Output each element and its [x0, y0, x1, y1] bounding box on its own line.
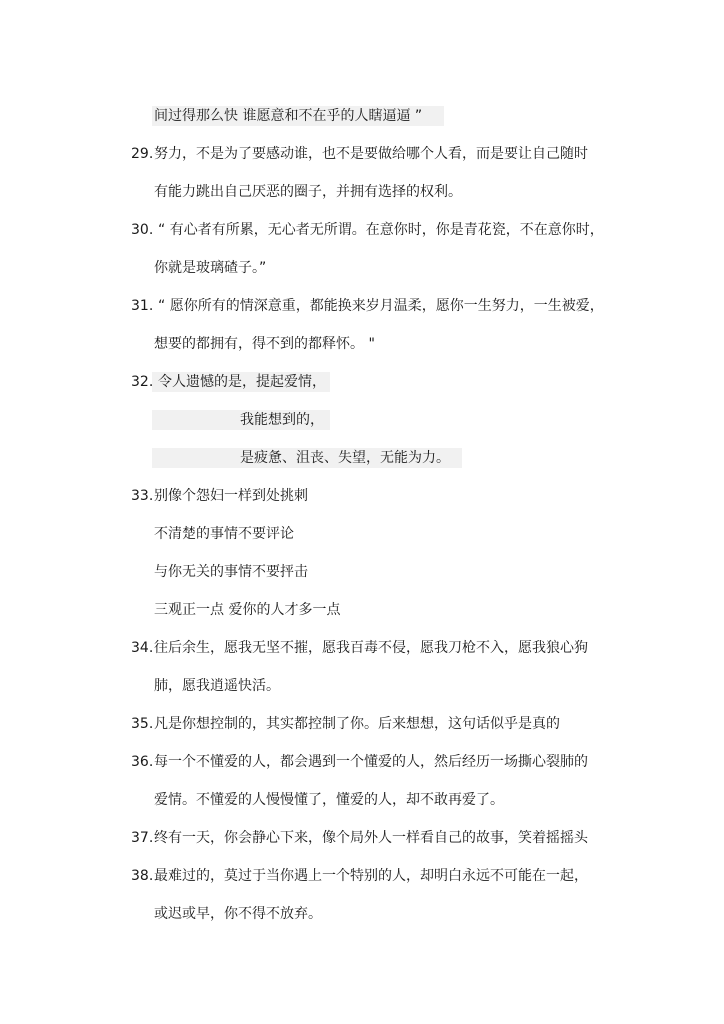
item-number: 31. — [131, 298, 154, 314]
text-line: 令人遗憾的是，提起爱情， — [158, 374, 326, 390]
item-number: 32. — [131, 374, 154, 390]
item-number: 30. — [131, 222, 154, 238]
text-line: 或迟或早，你不得不放弃。 — [154, 906, 322, 922]
text-line: 爱情。不懂爱的人慢慢懂了，懂爱的人，却不敢再爱了。 — [154, 792, 504, 808]
text-line: 往后余生，愿我无坚不摧，愿我百毒不侵，愿我刀枪不入，愿我狼心狗 — [154, 640, 588, 656]
text-line: “ 愿你所有的情深意重，都能换来岁月温柔，愿你一生努力，一生被爱， — [158, 298, 604, 314]
text-line: 最难过的，莫过于当你遇上一个特别的人，却明白永远不可能在一起， — [154, 868, 588, 884]
item-number: 36. — [131, 754, 154, 770]
text-line: 肺，愿我逍遥快活。 — [154, 678, 280, 694]
item-number: 35. — [131, 716, 154, 732]
text-line: 与你无关的事情不要抨击 — [154, 564, 308, 580]
text-line: 你就是玻璃碴子。” — [154, 260, 267, 276]
text-line: 别像个怨妇一样到处挑刺 — [154, 488, 308, 504]
text-line: 不清楚的事情不要评论 — [154, 526, 294, 542]
text-line: 每一个不懂爱的人，都会遇到一个懂爱的人，然后经历一场撕心裂肺的 — [154, 754, 588, 770]
item-number: 37. — [131, 830, 154, 846]
text-line: 是疲惫、沮丧、失望，无能为力。 — [240, 450, 450, 466]
text-line: 想要的都拥有，得不到的都释怀。 " — [154, 336, 375, 352]
item-number: 38. — [131, 868, 154, 884]
text-line: “ 有心者有所累，无心者无所谓。在意你时，你是青花瓷，不在意你时， — [158, 222, 604, 238]
item-number: 33. — [131, 488, 154, 504]
text-line: 三观正一点 爱你的人才多一点 — [154, 602, 341, 618]
text-line: 终有一天，你会静心下来，像个局外人一样看自己的故事，笑着摇摇头 — [154, 830, 588, 846]
text-line: 努力，不是为了要感动谁，也不是要做给哪个人看，而是要让自己随时 — [154, 146, 588, 162]
text-line: 凡是你想控制的，其实都控制了你。后来想想，这句话似乎是真的 — [154, 716, 560, 732]
text-line: 有能力跳出自己厌恶的圈子，并拥有选择的权利。 — [154, 184, 462, 200]
item-number: 34. — [131, 640, 154, 656]
text-line: 间过得那么快 谁愿意和不在乎的人瞎逼逼 ” — [154, 108, 423, 124]
item-number: 29. — [131, 146, 154, 162]
text-line: 我能想到的， — [240, 412, 324, 428]
